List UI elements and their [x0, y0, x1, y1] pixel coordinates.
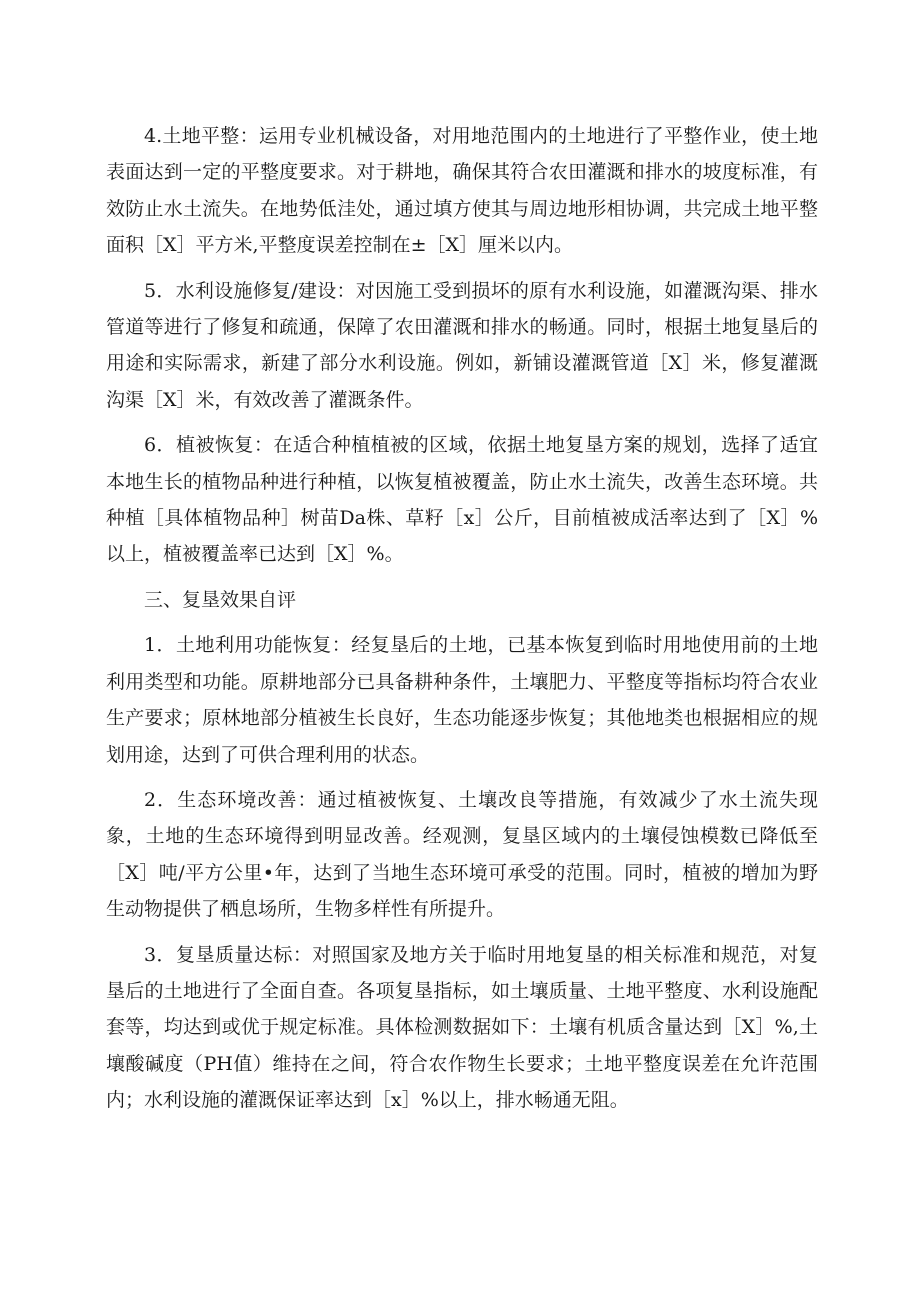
paragraph-ecology-improvement: 2．生态环境改善：通过植被恢复、土壤改良等措施，有效减少了水土流失现象，土地的生态环境得到明显改善。经观测，复垦区域内的土壤侵蚀模数已降低至［X］吨/平方公里•年，达到了当地生态环境可承受的范围。同时，植被的增加为野生动物提供了栖息场所，生物多样性有所提升。: [106, 788, 818, 921]
paragraph-vegetation-restoration: 6．植被恢复：在适合种植植被的区域，依据土地复垦方案的规划，选择了适宜本地生长的植物品种进行种植，以恢复植被覆盖，防止水土流失，改善生态环境。共种植［具体植物品种］树苗Da株、草籽［x］公斤，目前植被成活率达到了［X］%以上，植被覆盖率已达到［X］%。: [106, 434, 818, 566]
paragraph-water-facilities: 5．水利设施修复/建设：对因施工受到损坏的原有水利设施，如灌溉沟渠、排水管道等进行了修复和疏通，保障了农田灌溉和排水的畅通。同时，根据土地复垦后的用途和实际需求，新建了部分水利设施。例如，新铺设灌溉管道［X］米，修复灌溉沟渠［X］米，有效改善了灌溉条件。: [106, 279, 818, 411]
section-heading: 三、复垦效果自评: [144, 588, 297, 611]
paragraph-quality-standard: 3．复垦质量达标：对照国家及地方关于临时用地复垦的相关标准和规范，对复垦后的土地进行了全面自查。各项复垦指标，如土壤质量、土地平整度、水利设施配套等，均达到或优于规定标准。具体检测数据如下：土壤有机质含量达到［X］%,土壤酸碱度（PH值）维持在之间，符合农作物生长要求；土地平整度误差在允许范围内；水利设施的灌溉保证率达到［x］%以上，排水畅通无阻。: [106, 943, 818, 1112]
paragraph-land-use-recovery: 1．土地利用功能恢复：经复垦后的土地，已基本恢复到临时用地使用前的土地利用类型和功能。原耕地部分已具备耕种条件，土壤肥力、平整度等指标均符合农业生产要求；原林地部分植被生长良好，生态功能逐步恢复；其他地类也根据相应的规划用途，达到了可供合理利用的状态。: [106, 634, 818, 766]
document-body: [106, 118, 818, 1128]
paragraph-land-leveling: 4.土地平整：运用专业机械设备，对用地范围内的土地进行了平整作业，使土地表面达到一定的平整度要求。对于耕地，确保其符合农田灌溉和排水的坡度标准，有效防止水土流失。在地势低洼处，通过填方使其与周边地形相协调，共完成土地平整面积［X］平方米,平整度误差控制在±［X］厘米以内。: [106, 125, 818, 257]
